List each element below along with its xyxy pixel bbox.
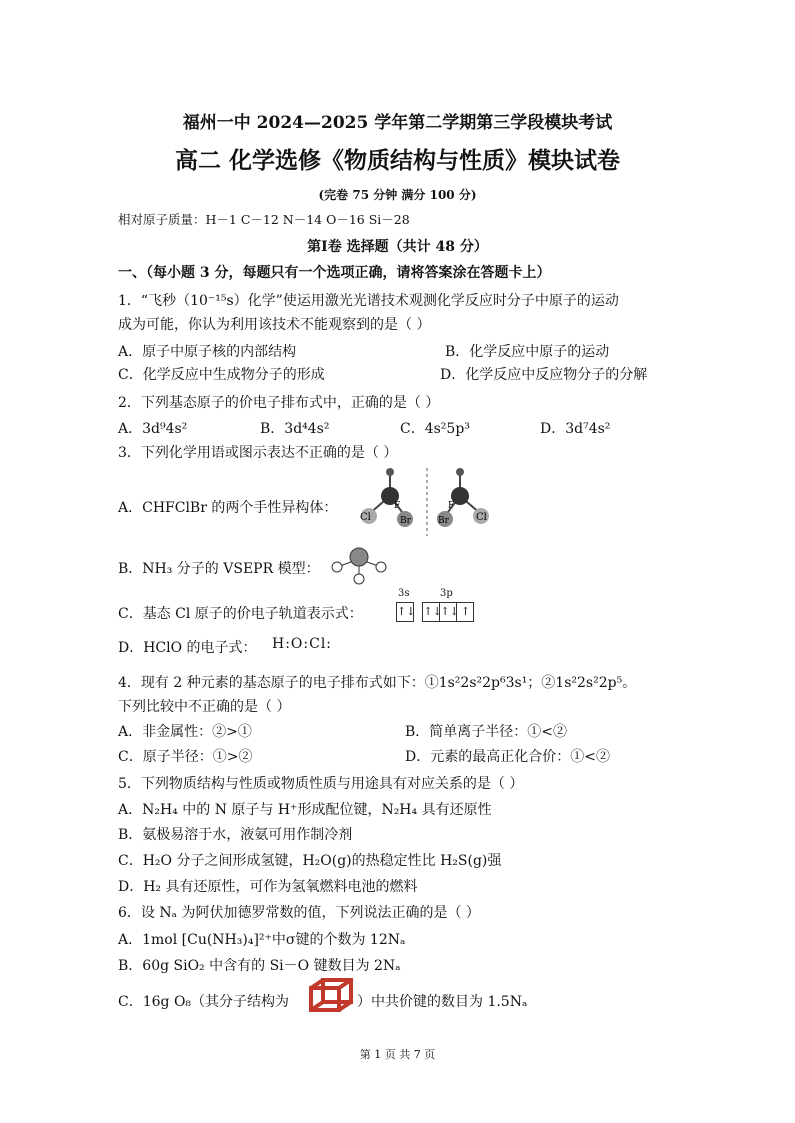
q2-option-a: A．3d⁹4s²: [118, 421, 188, 437]
q1-stem-2: 成为可能，你认为利用该技术不能观察到的是（ ）: [118, 317, 431, 333]
q5-option-a: A．N₂H₄ 中的 N 原子与 H⁺形成配位键，N₂H₄ 具有还原性: [118, 802, 492, 818]
q4-option-a: A．非金属性：②>①: [118, 724, 252, 740]
atom-label: Cl: [476, 512, 487, 523]
hclo-lewis-structure: H:O:Cl:: [272, 636, 333, 652]
o8-structure-figure: [305, 974, 357, 1018]
atom-label: Br: [400, 516, 411, 526]
q5-stem: 5．下列物质结构与性质或物质性质与用途具有对应关系的是（ ）: [118, 776, 524, 792]
q5-option-c: C．H₂O 分子之间形成氢键，H₂O(g)的热稳定性比 H₂S(g)强: [118, 853, 502, 869]
q6-option-c: C．16g O₈（其分子结构为: [118, 994, 290, 1010]
q3-option-d: D．HClO 的电子式：: [118, 640, 257, 656]
q1-stem: 1．“飞秒（10⁻¹⁵s）化学”使运用激光光谱技术观测化学反应时分子中原子的运动: [118, 293, 619, 309]
exam-note: (完卷 75 分钟 满分 100 分): [318, 188, 477, 202]
vsepr-model-figure: [328, 543, 390, 585]
q4-stem: 4．现有 2 种元素的基态原子的电子排布式如下：①1s²2s²2p⁶3s¹；②1s²2s²2p⁵。: [118, 675, 637, 691]
q6-option-a: A．1mol [Cu(NH₃)₄]²⁺中σ键的个数为 12Nₐ: [118, 932, 406, 948]
chiral-isomers-figure: [355, 466, 515, 536]
orbital-3s-label: 3s: [398, 588, 410, 599]
q6-option-b: B．60g SiO₂ 中含有的 Si－O 键数目为 2Nₐ: [118, 958, 401, 974]
q2-option-b: B．3d⁴4s²: [260, 421, 330, 437]
orbital-diagram: [396, 602, 474, 622]
q1-option-b: B．化学反应中原子的运动: [445, 344, 610, 360]
section-instructions: 一、（每小题 3 分，每题只有一个选项正确，请将答案涂在答题卡上）: [118, 265, 551, 281]
q4-option-d: D．元素的最高正化合价：①<②: [405, 749, 610, 765]
atom-label: Br: [438, 516, 449, 526]
exam-subtitle: 高二 化学选修《物质结构与性质》模块试卷: [174, 148, 620, 174]
q3-option-c: C．基态 Cl 原子的价电子轨道表示式：: [118, 606, 363, 622]
q6-stem: 6．设 Nₐ 为阿伏加德罗常数的值，下列说法正确的是（ ）: [118, 905, 480, 921]
atom-label: F: [448, 501, 455, 511]
atomic-mass-line: 相对原子质量：H－1 C－12 N－14 O－16 Si－28: [118, 212, 410, 227]
q3-option-a: A．CHFClBr 的两个手性异构体：: [118, 500, 338, 516]
q4-stem-2: 下列比较中不正确的是（ ）: [118, 699, 291, 715]
q1-option-a: A．原子中原子核的内部结构: [118, 344, 297, 360]
q5-option-d: D．H₂ 具有还原性，可作为氢氧燃料电池的燃料: [118, 879, 418, 895]
q3-stem: 3．下列化学用语或图示表达不正确的是（ ）: [118, 445, 398, 461]
atom-label: F: [394, 501, 401, 511]
part-title: 第Ⅰ卷 选择题（共计 48 分）: [307, 239, 488, 255]
exam-title: 福州一中 2024—2025 学年第二学期第三学段模块考试: [182, 113, 613, 133]
q1-option-c: C．化学反应中生成物分子的形成: [118, 367, 325, 383]
q5-option-b: B．氨极易溶于水，液氨可用作制冷剂: [118, 827, 353, 843]
q4-option-c: C．原子半径：①>②: [118, 749, 253, 765]
q4-option-b: B．简单离子半径：①<②: [405, 724, 568, 740]
page-footer: 第 1 页 共 7 页: [359, 1048, 436, 1061]
q2-stem: 2．下列基态原子的价电子排布式中，正确的是（ ）: [118, 395, 440, 411]
q3-option-b: B．NH₃ 分子的 VSEPR 模型：: [118, 561, 320, 577]
orbital-box-3p: ↑↓ ↑↓ ↑: [422, 602, 474, 622]
orbital-box-3s: ↑↓: [396, 602, 414, 622]
atom-label: Cl: [360, 512, 371, 523]
q2-option-c: C．4s²5p³: [400, 421, 470, 437]
orbital-3p-label: 3p: [440, 588, 453, 599]
q6-option-c-tail: ）中共价键的数目为 1.5Nₐ: [357, 994, 528, 1010]
q1-option-d: D．化学反应中反应物分子的分解: [440, 367, 648, 383]
q2-option-d: D．3d⁷4s²: [540, 421, 611, 437]
